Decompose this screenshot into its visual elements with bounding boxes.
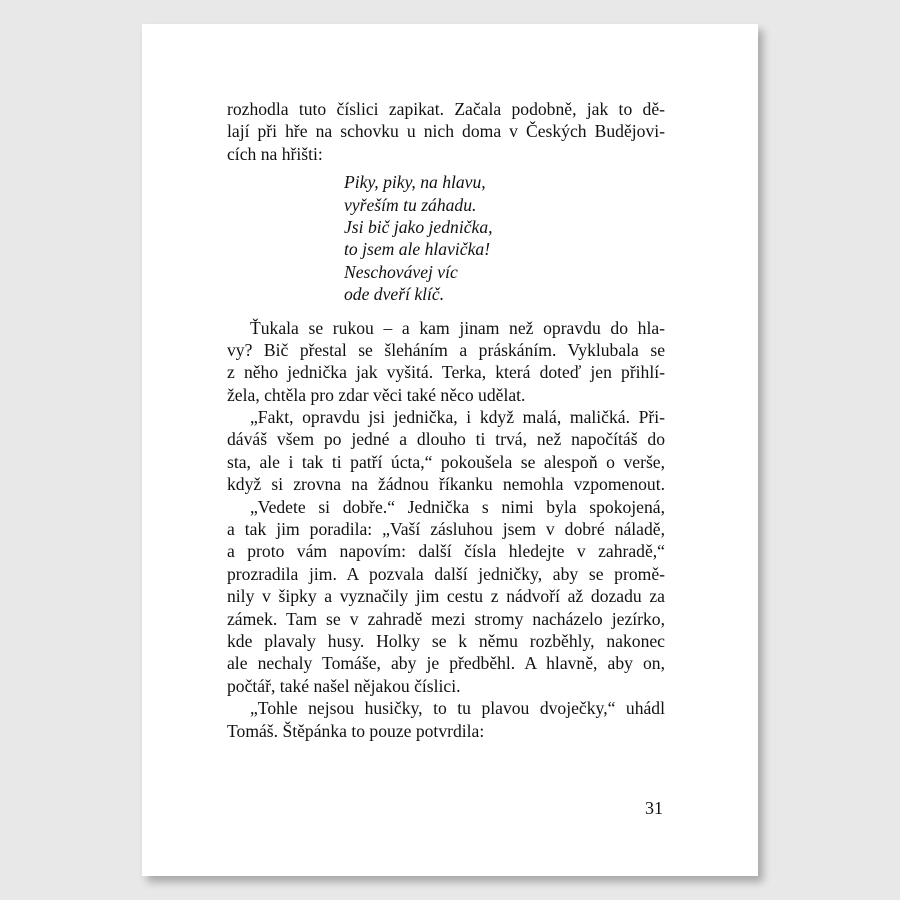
paragraph [227, 317, 665, 407]
verse-line: ode dveří klíč. [344, 284, 445, 305]
prose-continuation [227, 98, 665, 165]
book-page [142, 24, 758, 876]
verse-line: to jsem ale hlavička! [344, 239, 491, 260]
text-line: lají při hře na schovku u nich doma v Českých Budějovi- [227, 121, 665, 142]
text-line: „Vedete si dobře.“ Jednička s nimi byla spokojená, [250, 496, 665, 517]
text-line: „Fakt, opravdu jsi jednička, i když malá, maličká. Při- [250, 407, 665, 428]
text-line: z něho jednička jak vyšitá. Terka, která doteď jen přihlí- [227, 362, 665, 383]
text-line: žela, chtěla pro zdar věci také něco udělat. [227, 384, 526, 405]
text-line: a proto vám napovím: další čísla hledejte v zahradě,“ [227, 541, 665, 562]
text-line: počtář, také našel nějakou číslici. [227, 675, 461, 696]
verse-line: vyřeším tu záhadu. [344, 194, 477, 215]
text-line: když si zrovna na žádnou říkanku nemohla vzpomenout. [227, 474, 665, 495]
text-line: „Tohle nejsou husičky, to tu plavou dvoječky,“ uhádl [250, 698, 665, 719]
verse-block [227, 171, 665, 305]
verse-line: Piky, piky, na hlavu, [344, 172, 486, 193]
text-line: a tak jim poradila: „Vaší zásluhou jsem v dobré náladě, [227, 519, 665, 540]
paragraph [227, 496, 665, 698]
paragraph [227, 697, 665, 742]
text-line: prozradila jim. A pozvala další jedničky, aby se promě- [227, 563, 665, 584]
text-line: ale nechaly Tomáše, aby je předběhl. A hlavně, aby on, [227, 653, 665, 674]
text-block [227, 98, 665, 742]
text-line: Tomáš. Štěpánka to pouze potvrdila: [227, 720, 485, 741]
verse-line: Jsi bič jako jednička, [344, 216, 493, 237]
text-line: zámek. Tam se v zahradě mezi stromy nacházelo jezírko, [227, 608, 665, 629]
text-line: Ťukala se rukou – a kam jinam než opravdu do hla- [250, 317, 665, 338]
text-line: dáváš všem po jedné a dlouho ti trvá, než napočítáš do [227, 429, 665, 450]
paragraph [227, 406, 665, 496]
text-line: rozhodla tuto číslici zapikat. Začala podobně, jak to dě- [227, 99, 665, 119]
text-line: nily v šipky a vyznačily jim cestu z nádvoří až dozadu za [227, 586, 665, 607]
verse-line: Neschovávej víc [344, 261, 458, 282]
text-line: vy? Bič přestal se šleháním a práskáním. Vyklubala se [227, 339, 665, 360]
text-line: kde plavaly husy. Holky se k němu rozběhly, nakonec [227, 630, 665, 651]
page-number: 31 [645, 798, 663, 818]
text-line: cích na hřišti: [227, 143, 323, 164]
text-line: sta, ale i tak ti patří úcta,“ pokoušela se alespoň o verše, [227, 451, 665, 472]
